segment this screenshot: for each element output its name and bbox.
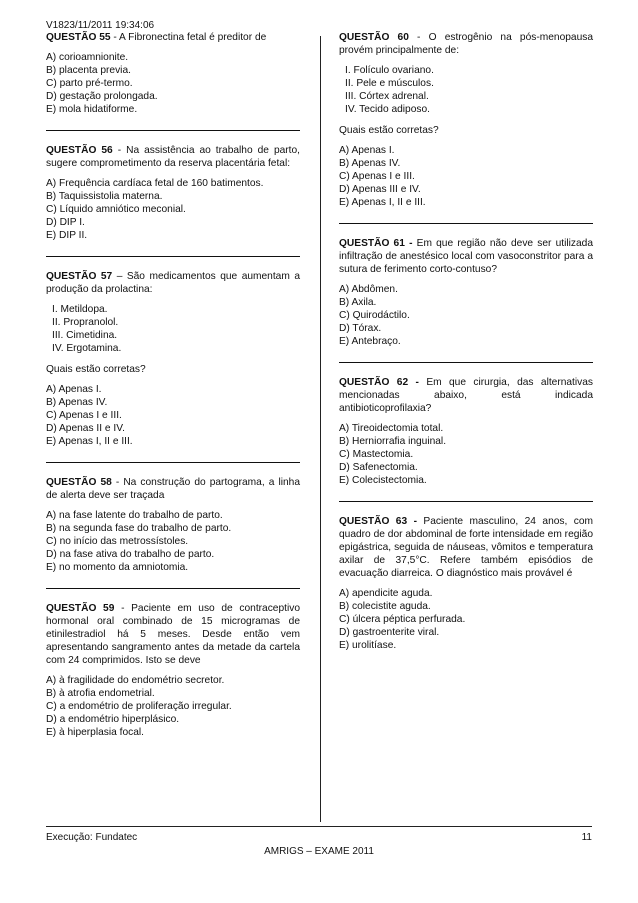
option-c: C) Líquido amniótico meconial. bbox=[46, 204, 186, 215]
question-61 bbox=[339, 237, 593, 348]
option-e: E) mola hidatiforme. bbox=[46, 104, 138, 115]
question-59-options bbox=[46, 674, 300, 739]
item-i: I. Metildopa. bbox=[52, 304, 108, 315]
item-iii: III. Cimetidina. bbox=[52, 330, 118, 341]
option-d: D) Apenas II e IV. bbox=[46, 423, 125, 434]
column-divider bbox=[320, 36, 321, 822]
option-d: D) gastroenterite viral. bbox=[339, 627, 440, 638]
option-b: B) Apenas IV. bbox=[46, 397, 108, 408]
item-iii: III. Córtex adrenal. bbox=[345, 91, 429, 102]
right-column bbox=[339, 31, 593, 652]
question-60-prompt: Quais estão corretas? bbox=[339, 125, 439, 136]
option-b: B) Taquissistolia materna. bbox=[46, 191, 163, 202]
page-number: 11 bbox=[581, 832, 592, 843]
option-a: A) corioamnionite. bbox=[46, 52, 129, 63]
question-58 bbox=[46, 476, 300, 574]
question-56-options bbox=[46, 177, 300, 242]
option-e: E) no momento da amniotomia. bbox=[46, 562, 189, 573]
question-57-number: QUESTÃO 57 bbox=[46, 271, 113, 282]
question-61-text: Em que região não deve ser utilizada infiltração de anestésico local com vasoconstritor para a sutura de ferimento corto-contuso? bbox=[339, 238, 594, 275]
option-c: C) no início das metrossístoles. bbox=[46, 536, 189, 547]
option-e: E) Apenas I, II e III. bbox=[46, 436, 133, 447]
option-b: B) Axila. bbox=[339, 297, 377, 308]
option-c: C) Quirodáctilo. bbox=[339, 310, 410, 321]
question-57-text: – São medicamentos que aumentam a produção da prolactina: bbox=[46, 271, 300, 295]
exam-title: AMRIGS – EXAME 2011 bbox=[264, 846, 374, 857]
question-separator bbox=[339, 223, 593, 224]
option-b: B) placenta previa. bbox=[46, 65, 131, 76]
question-62-options bbox=[339, 422, 593, 487]
option-e: E) urolitíase. bbox=[339, 640, 397, 651]
option-a: A) apendicite aguda. bbox=[339, 588, 433, 599]
question-62-text: Em que cirurgia, das alternativas mencionadas abaixo, está indicada antibioticoprofilaxia? bbox=[339, 377, 593, 414]
question-57-items bbox=[46, 303, 300, 355]
question-58-options bbox=[46, 509, 300, 574]
option-c: C) Apenas I e III. bbox=[339, 171, 415, 182]
question-separator bbox=[339, 501, 593, 502]
option-b: B) colecistite aguda. bbox=[339, 601, 431, 612]
question-59-number: QUESTÃO 59 bbox=[46, 603, 115, 614]
option-a: A) na fase latente do trabalho de parto. bbox=[46, 510, 223, 521]
question-separator bbox=[46, 256, 300, 257]
option-a: A) à fragilidade do endométrio secretor. bbox=[46, 675, 225, 686]
question-58-text: - Na construção do partograma, a linha de alerta deve ser traçada bbox=[46, 477, 300, 501]
question-60-text: - O estrogênio na pós-menopausa provém principalmente de: bbox=[339, 32, 593, 56]
item-i: I. Folículo ovariano. bbox=[345, 65, 434, 76]
question-63-options bbox=[339, 587, 593, 652]
question-60-number: QUESTÃO 60 bbox=[339, 32, 409, 43]
option-d: D) Apenas III e IV. bbox=[339, 184, 421, 195]
option-b: B) Herniorrafia inguinal. bbox=[339, 436, 447, 447]
left-column bbox=[46, 31, 300, 739]
option-d: D) gestação prolongada. bbox=[46, 91, 158, 102]
option-e: E) DIP II. bbox=[46, 230, 88, 241]
question-55-options bbox=[46, 51, 300, 116]
question-60-options bbox=[339, 144, 593, 209]
option-d: D) DIP I. bbox=[46, 217, 85, 228]
question-56 bbox=[46, 144, 300, 242]
option-c: C) Mastectomia. bbox=[339, 449, 414, 460]
option-d: D) na fase ativa do trabalho de parto. bbox=[46, 549, 215, 560]
option-a: A) Apenas I. bbox=[339, 145, 395, 156]
question-55 bbox=[46, 31, 300, 116]
option-d: D) Safenectomia. bbox=[339, 462, 418, 473]
option-b: B) Apenas IV. bbox=[339, 158, 401, 169]
option-d: D) Tórax. bbox=[339, 323, 382, 334]
option-a: A) Tireoidectomia total. bbox=[339, 423, 444, 434]
question-60 bbox=[339, 31, 593, 209]
footer-executor: Execução: Fundatec bbox=[46, 832, 138, 843]
option-b: B) à atrofia endometrial. bbox=[46, 688, 155, 699]
question-59-text: - Paciente em uso de contraceptivo hormonal oral combinado de 15 microgramas de etinilestradiol há 5 meses. Desde então vem apresentando sangramento antes da metade da cartela com 24 comprimidos. Isto se deve bbox=[46, 603, 300, 666]
question-62 bbox=[339, 376, 593, 487]
question-55-text: - A Fibronectina fetal é preditor de bbox=[110, 32, 267, 43]
question-60-items bbox=[339, 64, 593, 116]
option-a: A) Frequência cardíaca fetal de 160 batimentos. bbox=[46, 178, 264, 189]
question-separator bbox=[339, 362, 593, 363]
option-b: B) na segunda fase do trabalho de parto. bbox=[46, 523, 232, 534]
footer-rule bbox=[46, 826, 592, 827]
item-iv: IV. Ergotamina. bbox=[52, 343, 122, 354]
question-59 bbox=[46, 602, 300, 739]
question-separator bbox=[46, 130, 300, 131]
option-c: C) a endométrio de proliferação irregular. bbox=[46, 701, 232, 712]
question-separator bbox=[46, 588, 300, 589]
option-a: A) Abdômen. bbox=[339, 284, 398, 295]
question-separator bbox=[46, 462, 300, 463]
option-c: C) Apenas I e III. bbox=[46, 410, 122, 421]
question-56-number: QUESTÃO 56 bbox=[46, 145, 113, 156]
question-58-number: QUESTÃO 58 bbox=[46, 477, 112, 488]
question-57 bbox=[46, 270, 300, 448]
question-56-text: - Na assistência ao trabalho de parto, sugere comprometimento da reserva placentária fetal: bbox=[46, 145, 300, 169]
question-61-number: QUESTÃO 61 - bbox=[339, 238, 413, 249]
option-d: D) a endométrio hiperplásico. bbox=[46, 714, 180, 725]
option-a: A) Apenas I. bbox=[46, 384, 102, 395]
question-55-number: QUESTÃO 55 bbox=[46, 32, 111, 43]
item-ii: II. Pele e músculos. bbox=[345, 78, 434, 89]
item-iv: IV. Tecido adiposo. bbox=[345, 104, 430, 115]
option-e: E) Antebraço. bbox=[339, 336, 401, 347]
timestamp-stamp: V1823/11/2011 19:34:06 bbox=[46, 20, 155, 31]
question-57-prompt: Quais estão corretas? bbox=[46, 364, 146, 375]
option-e: E) Colecistectomia. bbox=[339, 475, 427, 486]
question-63 bbox=[339, 515, 593, 652]
question-62-number: QUESTÃO 62 - bbox=[339, 377, 419, 388]
option-e: E) Apenas I, II e III. bbox=[339, 197, 426, 208]
question-57-options bbox=[46, 383, 300, 448]
option-c: C) úlcera péptica perfurada. bbox=[339, 614, 466, 625]
question-63-text: Paciente masculino, 24 anos, com quadro de dor abdominal de forte intensidade em região epigástrica, seguida de náuseas, vômitos e temperatura axilar de 37,5°C. Refere também episódios de evacuação diarreica. O diagnóstico mais provável é bbox=[339, 516, 593, 579]
option-c: C) parto pré-termo. bbox=[46, 78, 133, 89]
item-ii: II. Propranolol. bbox=[52, 317, 119, 328]
question-61-options bbox=[339, 283, 593, 348]
question-63-number: QUESTÃO 63 - bbox=[339, 516, 417, 527]
option-e: E) à hiperplasia focal. bbox=[46, 727, 144, 738]
